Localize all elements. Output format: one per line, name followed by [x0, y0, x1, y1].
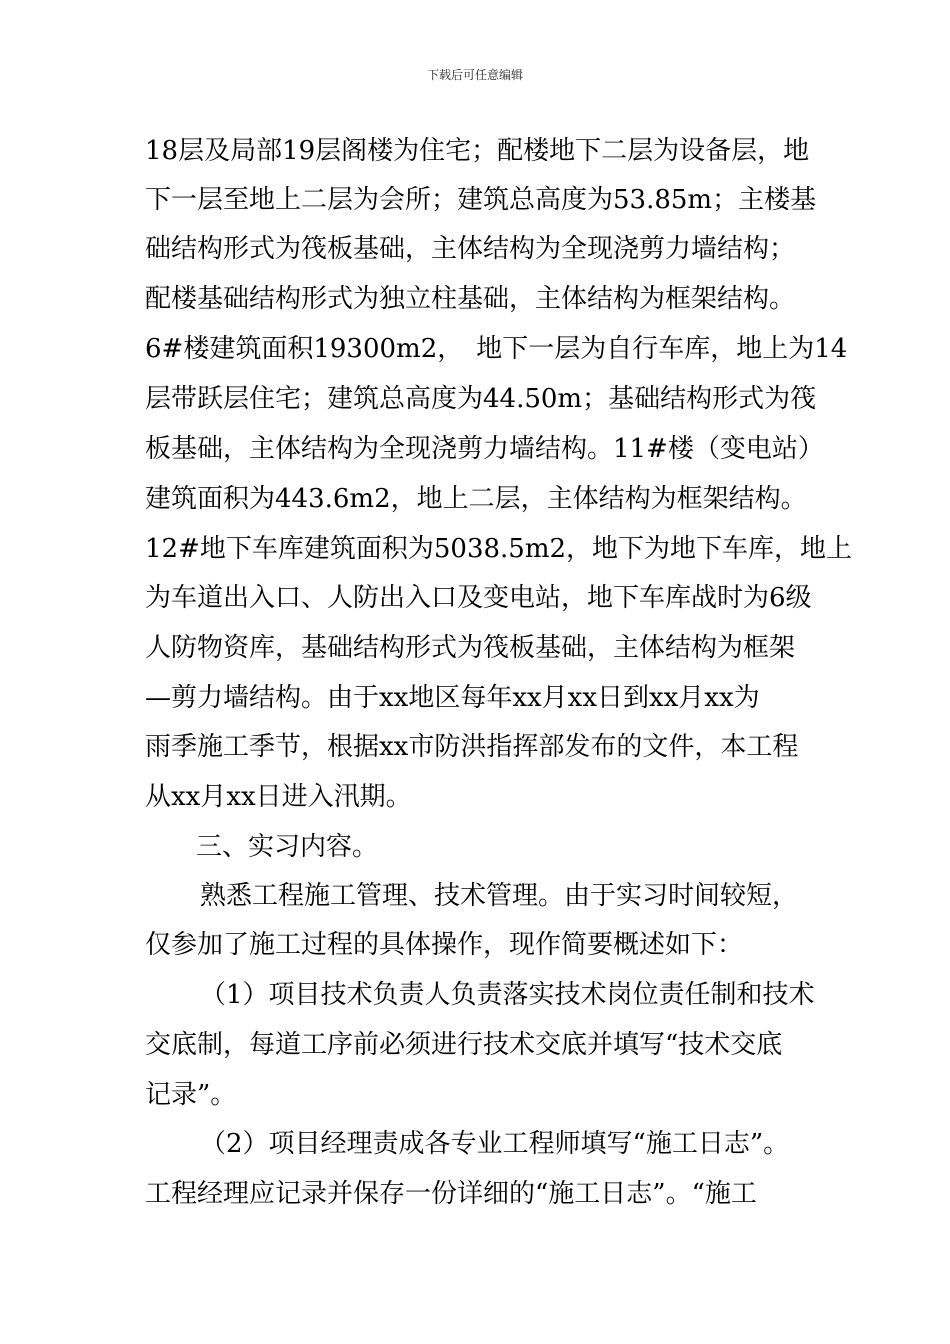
body-line: 交底制，每道工序前必须进行技术交底并填写“技术交底 — [145, 1030, 783, 1060]
body-line: 记录”。 — [145, 1080, 237, 1110]
body-line: 18层及局部19层阁楼为住宅；配楼地下二层为设备层，地 — [145, 136, 810, 166]
body-line: 板基础，主体结构为全现浇剪力墙结构。11#楼（变电站） — [145, 434, 824, 464]
body-line: 下一层至地上二层为会所；建筑总高度为53.85m；主楼基 — [145, 185, 817, 215]
body-line: （1）项目技术负责人负责落实技术岗位责任制和技术 — [200, 980, 815, 1010]
body-line: 从xx月xx日进入汛期。 — [145, 782, 412, 812]
body-line: 人防物资库，基础结构形式为筏板基础，主体结构为框架 — [145, 633, 796, 663]
body-line: 配楼基础结构形式为独立柱基础，主体结构为框架结构。 — [145, 284, 796, 314]
body-line: 为车道出入口、人防出入口及变电站，地下车库战时为6级 — [145, 583, 812, 613]
body-line: —剪力墙结构。由于xx地区每年xx月xx日到xx月xx为 — [145, 683, 760, 713]
body-line: 6#楼建筑面积19300m2， 地下一层为自行车库，地上为14 — [145, 334, 848, 364]
body-line: 建筑面积为443.6m2，地上二层，主体结构为框架结构。 — [145, 484, 807, 514]
body-line: 熟悉工程施工管理、技术管理。由于实习时间较短， — [200, 881, 799, 911]
body-line: 层带跃层住宅；建筑总高度为44.50m；基础结构形式为筏 — [145, 384, 817, 414]
body-line: 仅参加了施工过程的具体操作，现作简要概述如下： — [145, 930, 744, 960]
body-line: 工程经理应记录并保存一份详细的“施工日志”。“施工 — [145, 1179, 757, 1209]
body-line: （2）项目经理责成各专业工程师填写“施工日志”。 — [200, 1129, 790, 1159]
section-heading: 三、实习内容。 — [196, 832, 379, 862]
body-line: 12#地下车库建筑面积为5038.5m2，地下为地下车库，地上 — [145, 534, 853, 564]
page-header: 下载后可任意编辑 — [426, 68, 523, 82]
body-line: 雨季施工季节，根据xx市防洪指挥部发布的文件，本工程 — [145, 732, 799, 762]
body-line: 础结构形式为筏板基础，主体结构为全现浇剪力墙结构； — [145, 234, 796, 264]
